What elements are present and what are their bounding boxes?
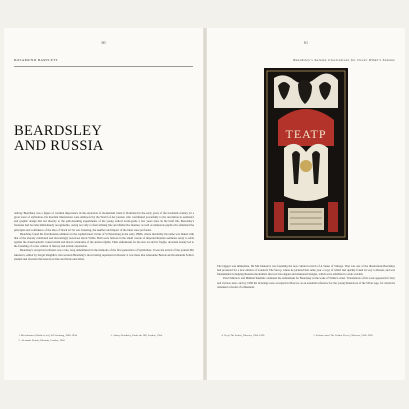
footnote-text: Zolotoe runo (The Golden Fleece), Moscow, 1906–1909. — [316, 334, 374, 337]
left-paragraph: Beardsley found his first Russian admirers in the sophisticated circles of St Petersburg in the early 1890s, where inevitably his name was linked with that of the already celebrated and increasingly notorious Oscar Wilde. Both were famous in the small coterie of imperial Russian aesthetes ready to rebel against the claustrophobic conservatism and moral constraints of the ancien régime. Their enthusiasm for the new art and its fragile, decadent beauty led to the founding of a new culture of literary and artistic expression. — [14, 231, 194, 249]
chapter-title-line-1: BEARDSLEY — [14, 123, 103, 139]
right-page — [207, 28, 405, 380]
poster-illustration-art — [264, 68, 348, 240]
right-footnotes-col-2 — [309, 334, 391, 339]
right-body-text — [217, 264, 395, 328]
left-footnotes-col-1 — [14, 334, 96, 344]
poster-word: TEATP — [285, 127, 327, 141]
chapter-title-line-2: AND RUSSIA — [14, 138, 104, 154]
left-header-rule — [14, 66, 193, 67]
left-page-number: 60 — [101, 40, 106, 45]
right-paragraph: Pavel Muratov and Mikhail Kuzmin continued the enthusiasm for Beardsley in the wake of Wilde's arrest. Translations of his work appeared in Vesy and Zolotoe runo, and by 1906 his drawings were accepted in Moscow as an essential reference for the young illustrators of the Silver Age, for whom he remained a model of refinement. — [217, 276, 395, 289]
left-paragraph: Beardsley's reception in Russia was a tale, long remembered in the memoirs of the first generation of Symbolists. It was the arrival of the journal Mir iskusstva, edited by Sergei Diaghilev, that secured Beardsley's most lasting reputation in Russia; it was there that Alexandre Benois and Konstantin Somov studied and absorbed his lessons in line and black-and-white. — [14, 248, 194, 261]
left-running-head: ROSAMUND BARTLETT — [14, 58, 59, 62]
footnote — [224, 334, 299, 337]
poster-illustration — [264, 68, 348, 240]
chapter-title — [14, 124, 194, 154]
left-page — [4, 28, 203, 380]
footnote-text: Mir iskusstva (World of Art), St Petersburg, 1898–1904. — [21, 334, 78, 337]
right-running-head: Beardsley's Salome illustrations for Oscar Wilde's Salome — [293, 58, 395, 62]
footnote-text: Aubrey Beardsley, Under the Hill, London, 1904. — [113, 334, 163, 337]
footnote — [21, 334, 96, 337]
footnote — [113, 334, 188, 337]
left-paragraph: Aubrey Beardsley was a figure of cardinal importance in the explosion of modernism when it flourished in the early years of the twentieth century. In a great wave of stylization, his mordant illustrations were embraced by the World of Art journal, who contributed powerfully to the revolution in aesthetics and graphic design that led directly to the path-breaking experiments of the young radical avant-garde a few years later. In his brief life, Beardsley's fantasies had become immediately recognisable, owing not only to their striking line and distinctive manner, as well as numerous pupils who emulated the principles and confidence of the idea of 'black art' he was fostering, the number and impact of his ideas were profound. — [14, 211, 194, 232]
footnote — [21, 339, 96, 342]
footnote — [316, 334, 391, 337]
left-footnotes-col-2 — [106, 334, 188, 339]
right-paragraph: The biggest was immediate. He Mir Iskusstva was founding the new cultural revival of A Sense of Vintage. That was one of the illustrations Beardsley had produced for a new edition of London's The Savoy, where he pictured that same year a copy of which had quickly found its way to Russia, and was fundamental in helping Russian modernists discover his elegant and mannered designs, which were exhibited to wide acclaim. — [217, 264, 395, 277]
right-page-number: 61 — [304, 40, 308, 45]
footnote-text: Alexandre Benois, Memoirs, London, 1960. — [21, 338, 66, 342]
right-footnotes-col-1 — [217, 334, 299, 339]
left-body-text — [14, 211, 194, 371]
footnote-text: Vesy (The Scales), Moscow, 1904–1909. — [224, 334, 265, 337]
